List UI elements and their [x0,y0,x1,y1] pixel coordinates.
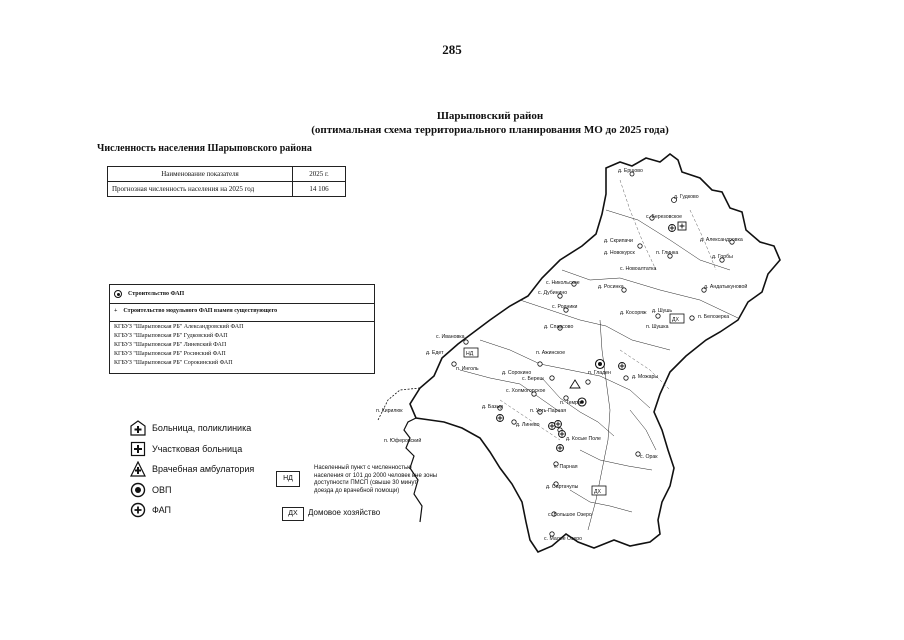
map-label: д. Андатыкуновой [704,284,748,290]
table-row [108,167,346,182]
dh-legend-text: Домовое хозяйство [308,508,381,517]
map-label: д. Ершово [618,168,643,174]
map-label: д. Сартачулы [546,484,579,490]
legend-district-hospital-label: Участковая больница [152,444,243,454]
table-row [108,182,346,197]
fap-item: КГБУЗ "Шарыповская РБ" Сорокинский ФАП [114,360,233,366]
legend-fap-label: ФАП [152,505,172,515]
legend-district-hospital [130,441,242,457]
fap-construction-label: Строительство ФАП [128,291,185,297]
legend-ambulatory [130,461,254,477]
map-label: с. Дубинино [538,290,568,296]
population-heading: Численность населения Шарыповского района [97,143,312,154]
table-cell-value: 14 106 [293,182,346,197]
map-label: п. Кирилюк [376,408,403,414]
fap-modular-row [114,308,277,314]
fap-construction-icon [114,290,122,298]
map-label: д. Можары [632,374,659,380]
map-label: с. Парная [554,464,578,470]
map-label: с. Малое Озеро [544,536,583,542]
district-map [370,150,790,570]
map-label: с. Никольское [546,280,580,286]
page-number: 285 [442,42,462,57]
map-label: п. Инголь [456,366,479,372]
hospital-icon [130,420,146,436]
page-subtitle: (оптимальная схема территориального планирования МО до 2025 года) [311,124,669,136]
legend-hospital-label: Больница, поликлиника [152,423,252,433]
map-label: д. Шушь [652,308,673,314]
table-header-indicator: Наименование показателя [108,167,293,182]
map-label: с. Березовское [646,214,683,220]
map-label: с. Новоалтатка [620,266,657,272]
legend-hospital [130,420,251,436]
fap-item: КГБУЗ "Шарыповская РБ" Росинский ФАП [114,351,226,357]
map-label: п. Глинка [656,250,679,256]
map-label: ДХ [672,317,679,323]
map-label: п. Усть-Парная [530,408,567,414]
map-label: НД [466,351,474,357]
map-label: д. Скрипачи [604,238,633,244]
map-label: п. Ажинское [536,350,566,356]
ovp-icon [130,482,146,498]
fap-item: КГБУЗ "Шарыповская РБ" Линевский ФАП [114,342,227,348]
map-label: с. Родники [552,304,578,310]
map-label: д. Косые Поле [566,436,601,442]
map-label: д. Новокурск [604,250,635,256]
district-hospital-icon [130,441,146,457]
map-label: с. Орак [640,454,658,460]
legend-fap [130,502,171,518]
map-label: ДХ [594,489,601,495]
map-label: п. Темра [560,400,581,406]
fap-modular-icon: + [114,308,118,314]
map-label: с. Ивановка [436,334,465,340]
fap-construction-row [114,290,184,298]
map-label: д. Базыр [482,404,504,410]
map-label: с. Большое Озеро [548,512,592,518]
map-label: д. Сорокино [502,370,532,376]
map-label: д. Спарсово [544,324,574,330]
map-label: с. Береш [522,376,544,382]
legend-ovp [130,482,171,498]
fap-item: КГБУЗ "Шарыповская РБ" Гудковский ФАП [114,333,228,339]
map-label: п. Белозерка [698,314,730,320]
fap-icon [130,502,146,518]
fap-item: КГБУЗ "Шарыповская РБ" Александровский ФАП [114,324,244,330]
fap-modular-label: Строительство модульного ФАП взамен существующего [123,308,278,314]
map-label: д. Едет [426,350,444,356]
map-label: д. Росинка [598,284,624,290]
ambulatory-icon [130,461,146,477]
dh-legend-box: ДХ [282,507,304,521]
table-header-year: 2025 г. [293,167,346,182]
map-label: п. Юферовский [384,438,422,444]
legend-ovp-label: ОВП [152,485,172,495]
map-label: с. Холмогорское [506,388,546,394]
table-cell-indicator: Прогнозная численность населения на 2025 год [108,182,293,197]
map-label: п. Гладен [588,370,611,376]
map-label: д. Горбы [712,254,733,260]
legend-ambulatory-label: Врачебная амбулатория [152,464,255,474]
page-title: Шарыповский район [436,110,544,122]
map-label: д. Александровка [700,237,743,243]
nd-legend-box: НД [276,471,300,487]
map-label: д. Линево [516,422,540,428]
fap-legend-box [109,284,375,374]
map-label: д. Гудково [674,194,699,200]
nd-legend-text: Населенный пункт с численностью населения от 101 до 2000 человек вне зоны доступности ПМСП (свыше 30 минут доезда до врачебной помощи) [314,465,438,494]
map-label: п. Шушка [646,324,669,330]
population-table [107,166,346,197]
map-label: д. Косоряж [620,310,647,316]
